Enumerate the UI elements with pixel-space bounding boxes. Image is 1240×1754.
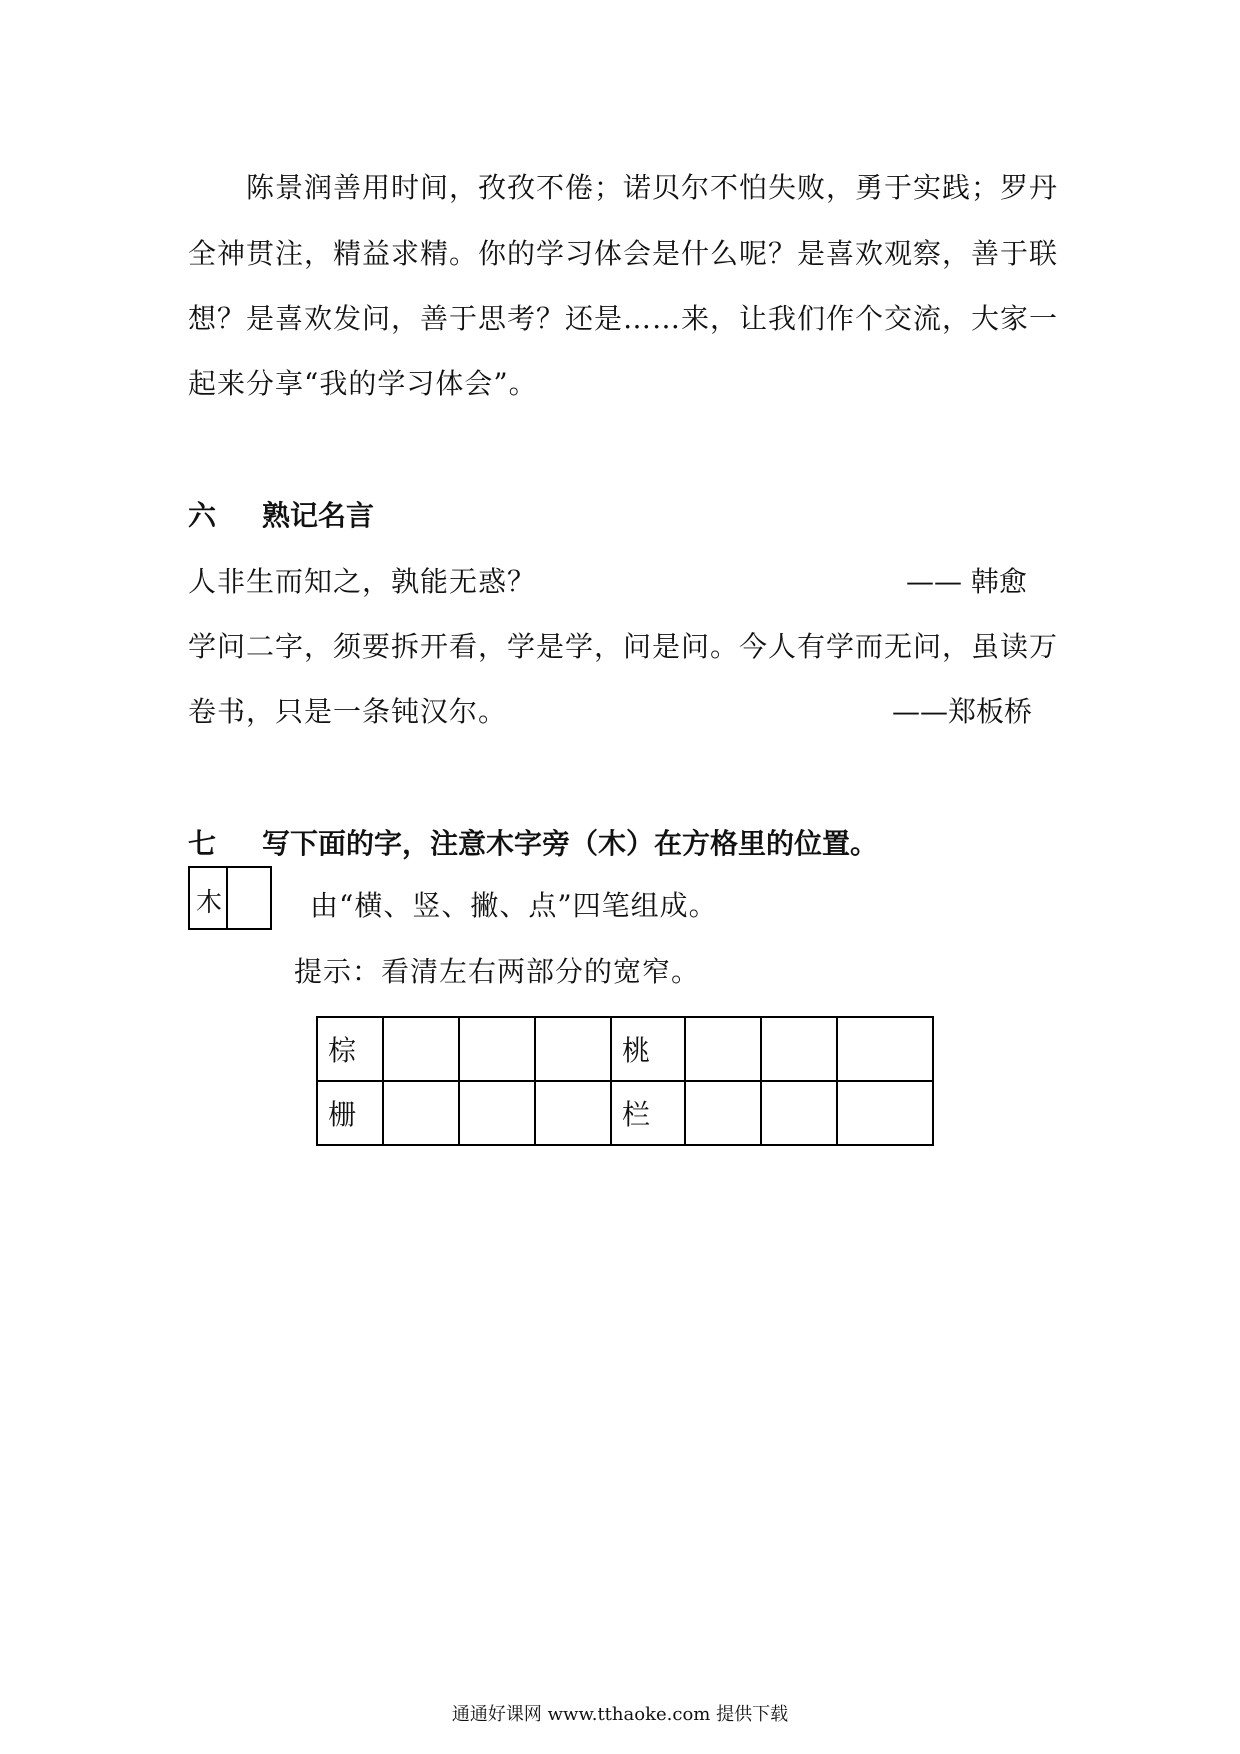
practice-cell[interactable] xyxy=(535,1017,611,1081)
grid-row xyxy=(317,1017,933,1081)
stroke-note: 由“横、竖、撇、点”四笔组成。 xyxy=(310,889,718,922)
practice-cell[interactable] xyxy=(459,1081,535,1145)
practice-cell[interactable] xyxy=(459,1017,535,1081)
practice-cell[interactable] xyxy=(837,1081,933,1145)
section-6-number: 六 xyxy=(188,499,217,532)
practice-cell[interactable] xyxy=(383,1081,459,1145)
section-7-number: 七 xyxy=(188,827,217,860)
quote-2-line-1: 学问二字，须要拆开看，学是学，问是问。今人有学而无问，虽读万 xyxy=(188,630,1059,663)
section-7-title: 写下面的字，注意木字旁（木）在方格里的位置。 xyxy=(262,827,879,860)
paragraph-line-3: 想？是喜欢发问，善于思考？还是……来，让我们作个交流，大家一 xyxy=(188,302,1059,335)
practice-grid xyxy=(316,1016,934,1146)
quote-1-author: —— 韩愈 xyxy=(906,565,1027,598)
footer-credit: 通通好课网 www.tthaoke.com 提供下载 xyxy=(451,1704,789,1725)
grid-char-cell: 桃 xyxy=(611,1017,685,1081)
paragraph-line-2: 全神贯注，精益求精。你的学习体会是什么呢？是喜欢观察，善于联 xyxy=(188,237,1059,270)
section-6-title: 熟记名言 xyxy=(262,499,375,532)
grid-char-cell: 棕 xyxy=(317,1017,383,1081)
practice-cell[interactable] xyxy=(761,1017,837,1081)
quote-2-author: ——郑板桥 xyxy=(892,695,1033,728)
practice-cell[interactable] xyxy=(685,1081,761,1145)
grid-char-cell: 栏 xyxy=(611,1081,685,1145)
example-character-box xyxy=(188,866,272,930)
grid-char-cell: 栅 xyxy=(317,1081,383,1145)
practice-cell[interactable] xyxy=(761,1081,837,1145)
example-character: 木 xyxy=(196,888,223,918)
paragraph-line-4: 起来分享“我的学习体会”。 xyxy=(188,367,538,400)
section-7-heading xyxy=(188,822,878,862)
box-divider xyxy=(226,868,228,928)
section-6-heading xyxy=(188,494,374,534)
quote-1-text: 人非生而知之，孰能无惑？ xyxy=(188,565,537,598)
paragraph-line-1: 陈景润善用时间，孜孜不倦；诺贝尔不怕失败，勇于实践；罗丹 xyxy=(246,171,1059,204)
practice-cell[interactable] xyxy=(383,1017,459,1081)
practice-cell[interactable] xyxy=(837,1017,933,1081)
quote-2-line-2: 卷书，只是一条钝汉尔。 xyxy=(188,695,508,728)
practice-cell[interactable] xyxy=(535,1081,611,1145)
practice-cell[interactable] xyxy=(685,1017,761,1081)
grid-row xyxy=(317,1081,933,1145)
hint-text: 提示：看清左右两部分的宽窄。 xyxy=(294,955,701,988)
